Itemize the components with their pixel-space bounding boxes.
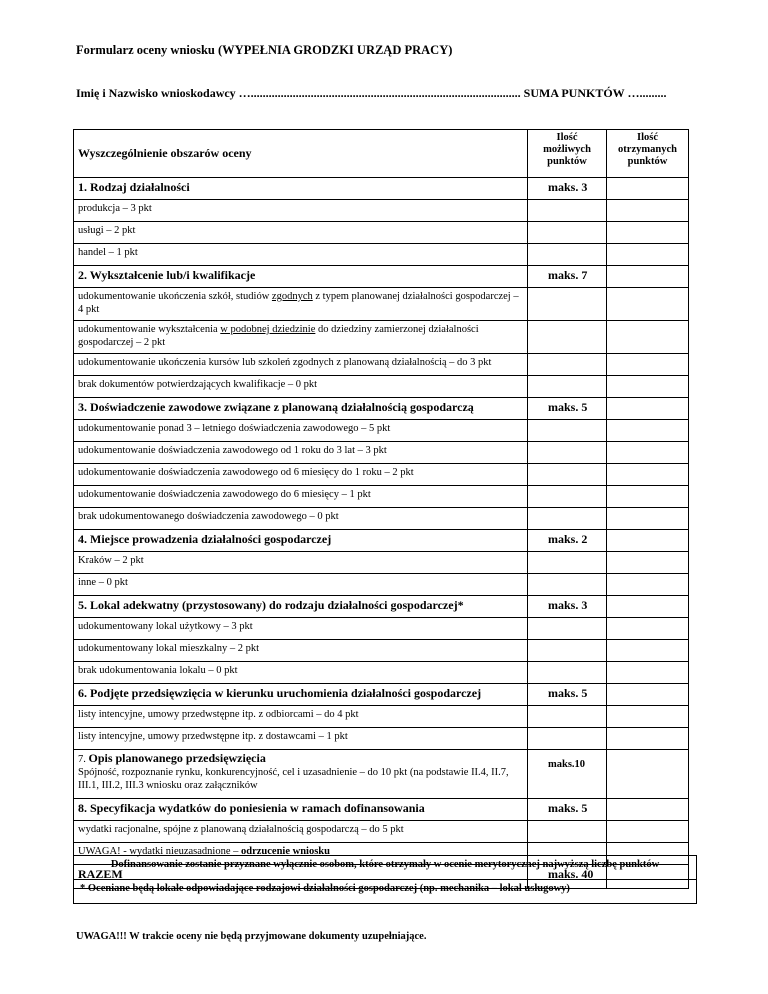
section-row: [74, 596, 689, 618]
max-cell: [528, 552, 607, 574]
max-cell: [528, 376, 607, 398]
item-label: produkcja – 3 pkt: [74, 200, 528, 222]
points-cell[interactable]: [607, 442, 689, 464]
section-7-cell: [74, 750, 528, 799]
points-cell[interactable]: [607, 799, 689, 821]
section-row: [74, 266, 689, 288]
points-cell[interactable]: [607, 821, 689, 843]
points-cell[interactable]: [607, 728, 689, 750]
section-title: 8. Specyfikacja wydatków do poniesienia w ramach dofinansowania: [74, 799, 528, 821]
points-cell[interactable]: [607, 618, 689, 640]
header-received-line: otrzymanych: [618, 144, 677, 155]
points-cell[interactable]: [607, 706, 689, 728]
points-cell[interactable]: [607, 596, 689, 618]
max-cell: [528, 640, 607, 662]
item-row: [74, 706, 689, 728]
max-cell: [528, 508, 607, 530]
header-received-points: [607, 130, 689, 178]
section-row: [74, 750, 689, 799]
total-max: maks. 40: [528, 865, 607, 889]
item-label: udokumentowanie doświadczenia zawodowego od 6 miesięcy do 1 roku – 2 pkt: [74, 464, 528, 486]
footer-warning: UWAGA!!! W trakcie oceny nie będą przyjmowane dokumenty uzupełniające.: [76, 931, 427, 942]
item-text: UWAGA! - wydatki nieuzasadnione –: [78, 846, 241, 857]
points-cell[interactable]: [607, 398, 689, 420]
points-cell[interactable]: [607, 508, 689, 530]
max-cell: [528, 200, 607, 222]
form-title: Formularz oceny wniosku (WYPEŁNIA GRODZKI URZĄD PRACY): [76, 43, 453, 57]
points-cell[interactable]: [607, 684, 689, 706]
section-title: 3. Doświadczenie zawodowe związane z planowaną działalnością gospodarczą: [74, 398, 528, 420]
item-row: [74, 200, 689, 222]
section-title: 6. Podjęte przedsięwzięcia w kierunku uruchomienia działalności gospodarczej: [74, 684, 528, 706]
item-row: [74, 222, 689, 244]
item-text: z typem planowanej działalności gospodarczej – 4 pkt: [78, 291, 519, 315]
points-cell[interactable]: [607, 750, 689, 799]
points-cell[interactable]: [607, 200, 689, 222]
max-cell: [528, 288, 607, 321]
item-label: udokumentowanie doświadczenia zawodowego od 1 roku do 3 lat – 3 pkt: [74, 442, 528, 464]
max-cell: [528, 728, 607, 750]
item-label: udokumentowanie ukończenia kursów lub szkoleń zgodnych z planowaną działalnością – do 3 pkt: [74, 354, 528, 376]
item-label: Kraków – 2 pkt: [74, 552, 528, 574]
max-cell: [528, 662, 607, 684]
item-label: listy intencyjne, umowy przedwstępne itp. z dostawcami – 1 pkt: [74, 728, 528, 750]
points-cell[interactable]: [607, 574, 689, 596]
section-max: maks. 7: [528, 266, 607, 288]
item-label: usługi – 2 pkt: [74, 222, 528, 244]
item-row: [74, 244, 689, 266]
item-row: [74, 662, 689, 684]
item-label: listy intencyjne, umowy przedwstępne itp. z odbiorcami – do 4 pkt: [74, 706, 528, 728]
max-cell: [528, 420, 607, 442]
applicant-name-line: Imię i Nazwisko wnioskodawcy ….......................................................................................... SUMA PUNKTÓW ….........: [76, 86, 667, 100]
header-received-line: punktów: [627, 156, 668, 167]
points-cell[interactable]: [607, 266, 689, 288]
section-title: Opis planowanego przedsięwzięcia: [88, 751, 266, 765]
item-label: brak udokumentowanego doświadczenia zawodowego – 0 pkt: [74, 508, 528, 530]
item-text: udokumentowanie ukończenia szkół, studiów: [78, 291, 272, 302]
item-underlined: zgodnych: [271, 291, 313, 302]
note-premises: * Oceniane będą lokale odpowiadające rodzajowi działalności gospodarczej (np. mechanika – lokal usługowy): [74, 880, 697, 904]
item-row: [74, 640, 689, 662]
max-cell: [528, 618, 607, 640]
points-cell[interactable]: [607, 288, 689, 321]
item-label: wydatki racjonalne, spójne z planowaną działalnością gospodarczą – do 5 pkt: [74, 821, 528, 843]
item-row: [74, 354, 689, 376]
note-cofinancing: Dofinansowanie zostanie przyznane wyłącznie osobom, które otrzymały w ocenie merytorycznej najwyższą liczbę punktów: [74, 856, 697, 880]
points-cell[interactable]: [607, 486, 689, 508]
item-label: udokumentowany lokal użytkowy – 3 pkt: [74, 618, 528, 640]
item-text: udokumentowanie wykształcenia: [78, 324, 221, 335]
max-cell: [528, 354, 607, 376]
points-cell[interactable]: [607, 420, 689, 442]
max-cell: [528, 222, 607, 244]
points-cell[interactable]: [607, 530, 689, 552]
item-row: [74, 508, 689, 530]
max-cell: [528, 321, 607, 354]
points-cell[interactable]: [607, 321, 689, 354]
section-title: 4. Miejsce prowadzenia działalności gospodarczej: [74, 530, 528, 552]
max-cell: [528, 706, 607, 728]
max-cell: [528, 821, 607, 843]
section-max: maks. 3: [528, 178, 607, 200]
item-row: [74, 464, 689, 486]
max-cell: [528, 464, 607, 486]
item-label: inne – 0 pkt: [74, 574, 528, 596]
points-cell[interactable]: [607, 354, 689, 376]
item-label: handel – 1 pkt: [74, 244, 528, 266]
section-description: Spójność, rozpoznanie rynku, konkurencyjność, cel i uzasadnienie – do 10 pkt (na podstawie II.4, II.7, III.1, III.2, III.3 wniosku oraz załączników: [78, 767, 509, 791]
item-row: [74, 376, 689, 398]
header-area: Wyszczególnienie obszarów oceny: [74, 130, 528, 178]
table-header-row: [74, 130, 689, 178]
section-row: [74, 799, 689, 821]
item-row: [74, 821, 689, 843]
item-row: [74, 288, 689, 321]
max-cell: [528, 486, 607, 508]
item-bold: odrzucenie wniosku: [241, 846, 330, 857]
section-max: maks. 5: [528, 398, 607, 420]
item-row: [74, 420, 689, 442]
item-label: [74, 288, 528, 321]
max-cell: [528, 442, 607, 464]
item-label: udokumentowany lokal mieszkalny – 2 pkt: [74, 640, 528, 662]
section-max: maks. 3: [528, 596, 607, 618]
evaluation-table: [73, 129, 689, 889]
section-row: [74, 530, 689, 552]
item-label: brak udokumentowania lokalu – 0 pkt: [74, 662, 528, 684]
max-cell: [528, 574, 607, 596]
item-label: [74, 321, 528, 354]
section-max: maks. 2: [528, 530, 607, 552]
item-row: [74, 574, 689, 596]
points-cell[interactable]: [607, 244, 689, 266]
item-row: [74, 618, 689, 640]
points-cell[interactable]: [607, 662, 689, 684]
header-possible-line: możliwych: [543, 144, 591, 155]
points-cell[interactable]: [607, 376, 689, 398]
section-row: [74, 178, 689, 200]
item-row: [74, 321, 689, 354]
total-label: RAZEM: [74, 865, 528, 889]
note-row: [74, 880, 697, 904]
section-max: maks.10: [528, 750, 607, 799]
section-max: maks. 5: [528, 799, 607, 821]
item-underlined: w podobnej dziedzinie: [220, 324, 316, 335]
points-cell[interactable]: [607, 552, 689, 574]
item-text: do dziedziny zamierzonej działalności gospodarczej – 2 pkt: [78, 324, 479, 348]
note-row: [74, 856, 697, 880]
item-row: [74, 442, 689, 464]
item-row: [74, 486, 689, 508]
section-row: [74, 398, 689, 420]
section-title: 2. Wykształcenie lub/i kwalifikacje: [74, 266, 528, 288]
points-cell[interactable]: [607, 222, 689, 244]
header-possible-points: [528, 130, 607, 178]
header-possible-line: punktów: [547, 156, 587, 167]
item-row: [74, 552, 689, 574]
header-received-line: Ilość: [637, 132, 658, 143]
section-max: maks. 5: [528, 684, 607, 706]
notes-table: [73, 855, 697, 904]
header-possible-line: Ilość: [556, 132, 578, 143]
item-row: [74, 728, 689, 750]
item-label: brak dokumentów potwierdzających kwalifikacje – 0 pkt: [74, 376, 528, 398]
section-number: 7.: [78, 754, 89, 765]
section-row: [74, 684, 689, 706]
points-cell[interactable]: [607, 178, 689, 200]
max-cell: [528, 244, 607, 266]
item-label: udokumentowanie doświadczenia zawodowego do 6 miesięcy – 1 pkt: [74, 486, 528, 508]
section-title: 1. Rodzaj działalności: [74, 178, 528, 200]
points-cell[interactable]: [607, 464, 689, 486]
points-cell[interactable]: [607, 640, 689, 662]
section-title: 5. Lokal adekwatny (przystosowany) do rodzaju działalności gospodarczej*: [74, 596, 528, 618]
item-label: udokumentowanie ponad 3 – letniego doświadczenia zawodowego – 5 pkt: [74, 420, 528, 442]
